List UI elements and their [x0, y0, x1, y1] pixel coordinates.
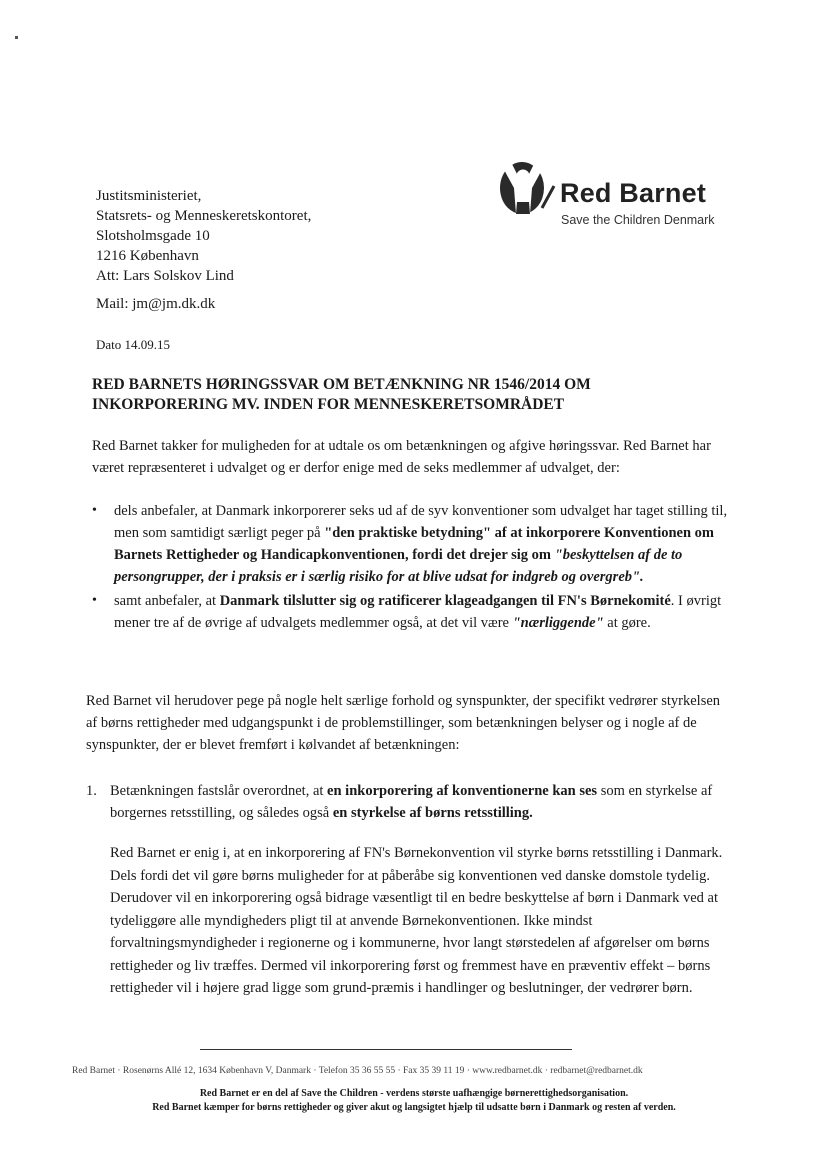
- item-text-part: Betænkningen fastslår overordnet, at: [110, 783, 328, 799]
- heading-line-1: RED BARNETS HØRINGSSVAR OM BETÆNKNING NR 1546/2014 OM: [92, 376, 591, 393]
- item-text: [86, 780, 732, 824]
- list-item: [92, 590, 732, 634]
- recommendation-list: [92, 500, 732, 636]
- bullet-marker: •: [92, 593, 97, 608]
- footer-statement-1: Red Barnet er en del af Save the Children - verdens største uafhængige børnerettighedsorganisation.: [199, 1088, 629, 1099]
- footer-statement-2: Red Barnet kæmper for børns rettigheder og giver akut og langsigtet hjælp til udsatte børn i Danmark og resten af verden.: [152, 1102, 676, 1113]
- bullet-text: dels anbefaler, at Danmark inkorporerer seks ud af de syv konventioner som udvalget har taget stilling til, men som samtidigt særligt peger på: [114, 503, 728, 541]
- item-bold-text: en styrkelse af børns retsstilling.: [332, 805, 533, 821]
- bullet-quote: "nærliggende": [512, 615, 604, 631]
- numbered-item: [86, 780, 732, 824]
- footer-contact: Red Barnet · Rosenørns Allé 12, 1634 København V, Danmark · Telefon 35 36 55 55 · Fax 35 39 11 19 · www.redbarnet.dk · redbarnet@redbarnet.dk: [72, 1066, 643, 1076]
- item-bold-text: en inkorporering af konventionerne kan ses: [327, 783, 598, 799]
- logo-tagline: Save the Children Denmark: [561, 213, 715, 227]
- recipient-mail: Mail: jm@jm.dk.dk: [96, 296, 216, 312]
- address-line: Att: Lars Solskov Lind: [96, 268, 234, 284]
- bullet-bold-text: "den praktiske betydning" af at inkorporere Konventionen om Barnets Rettigheder og Handicapkonventionen, fordi det drejer sig om: [114, 525, 715, 563]
- address-line: Statsrets- og Menneskeretskontoret,: [96, 208, 312, 224]
- body-paragraph: Red Barnet er enig i, at en inkorporering af FN's Børnekonvention vil styrke børns retsstilling i Danmark. Dels fordi det vil gøre børns muligheder for at påberåbe sig konventionen ved danske domstole tydelig. Derudover vil en inkorporering også bidrage væsentligt til en bedre beskyttelse af børn i Danmark ved at tydeliggøre alle myndigheders pligt til at anvende Børnekonventionen. Ikke mindst forvaltningsmyndigheder i regionerne og i kommunerne, hvor langt størstedelen af afgørelser om børns rettigheder og liv træffes. Dermed vil inkorporering først og fremmest have en præventiv effekt – børns rettigheder vil i højere grad ligge som grund-præmis i handlinger og beslutninger, der vedrører børn.: [110, 845, 723, 996]
- recipient-address: [96, 186, 311, 286]
- list-item: [92, 500, 732, 588]
- bullet-bold-text: Danmark tilslutter sig og ratificerer klageadgangen til FN's Børnekomité: [219, 593, 671, 609]
- scan-speck: [15, 36, 18, 39]
- item-text-part: som en styrkelse af borgernes retsstilling, og således også: [110, 783, 713, 821]
- address-line: Justitsministeriet,: [96, 188, 202, 204]
- address-line: Slotsholmsgade 10: [96, 228, 210, 244]
- bullet-text: . I øvrigt mener tre af de øvrige af udvalgets medlemmer også, at det vil være: [114, 593, 722, 631]
- body-paragraph: Red Barnet vil herudover pege på nogle helt særlige forhold og synspunkter, der specifikt vedrører styrkelsen af børns rettigheder med udgangspunkt i de problemstillinger, som betænkningen belyser og i nogle af de synspunkter, der er blevet fremført i kølvandet af betænkningen:: [86, 693, 721, 753]
- bullet-quote: "beskyttelsen af de to persongrupper, der i praksis er i særlig risiko for at blive udsat for indgreb og overgreb".: [114, 547, 683, 585]
- letter-date: Dato 14.09.15: [96, 337, 171, 352]
- footer-divider: [200, 1049, 572, 1050]
- heading-line-2: INKORPORERING MV. INDEN FOR MENNESKERETSOMRÅDET: [92, 396, 565, 413]
- logo-name: Red Barnet: [560, 178, 707, 208]
- intro-paragraph: Red Barnet takker for muligheden for at udtale os om betænkningen og afgive høringssvar. Red Barnet har været repræsenteret i udvalget og er derfor enige med de seks medlemmer af udvalget, der:: [92, 438, 711, 476]
- item-number: 1.: [86, 783, 97, 799]
- bullet-text: at gøre.: [603, 615, 651, 631]
- address-line: 1216 København: [96, 248, 199, 264]
- bullet-text: samt anbefaler, at: [114, 593, 220, 609]
- document-heading: [92, 375, 732, 415]
- bullet-marker: •: [92, 503, 97, 518]
